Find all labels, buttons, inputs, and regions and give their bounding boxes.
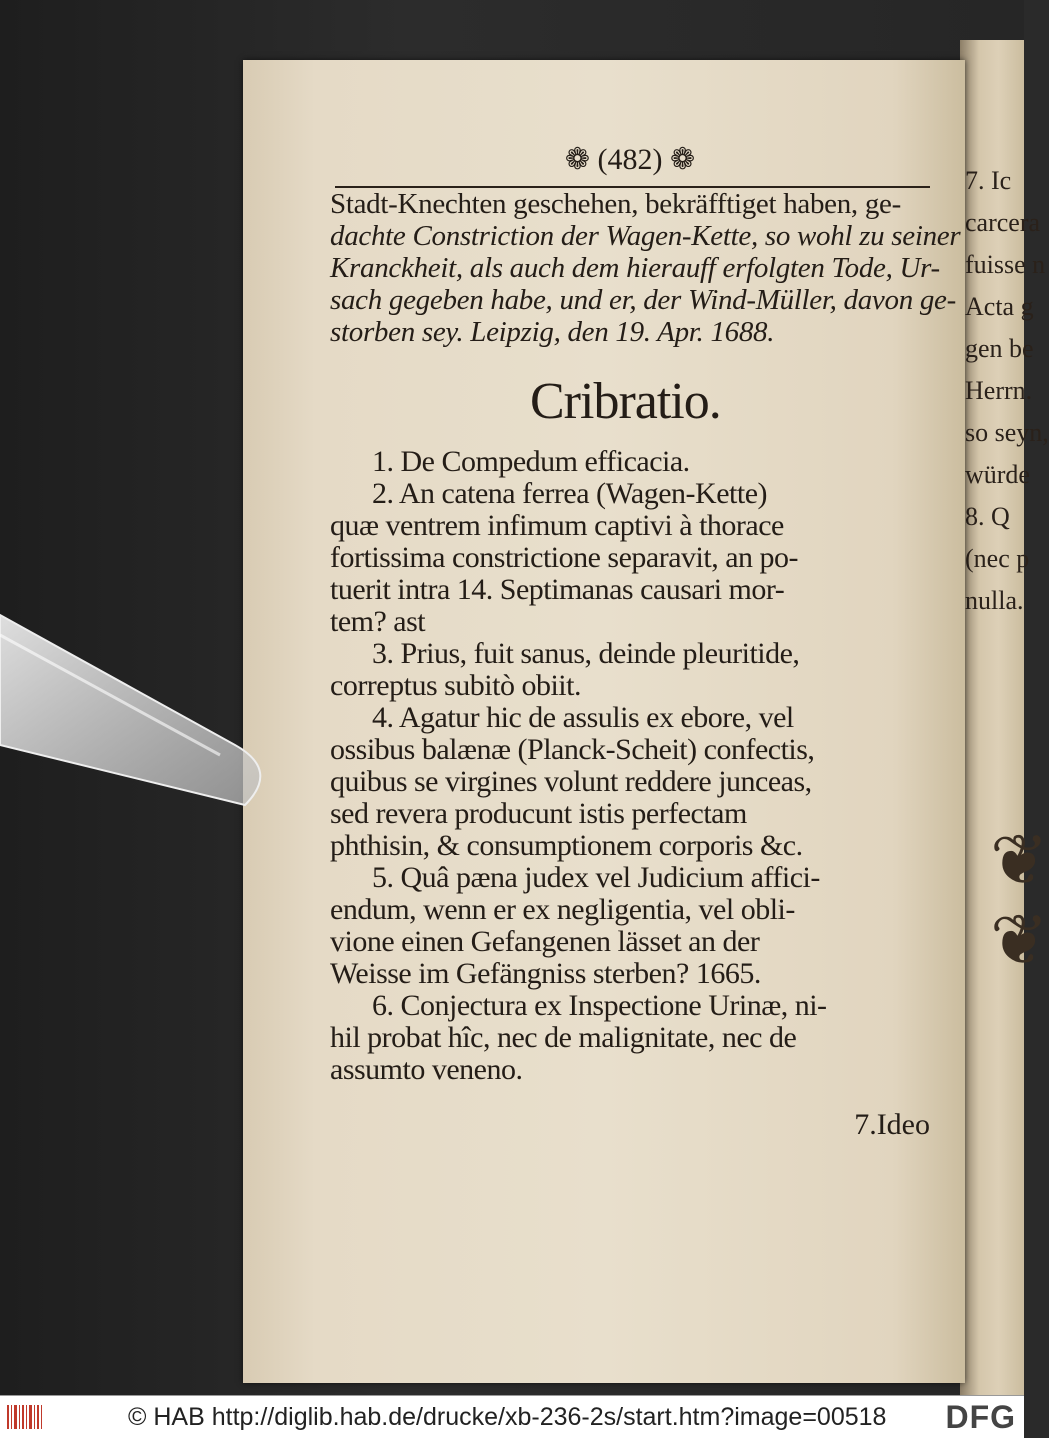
body-text bbox=[330, 188, 961, 348]
page-content bbox=[330, 140, 961, 1142]
item-line: fortissima constrictione separavit, an po- bbox=[330, 541, 799, 574]
catchword: 7.Ideo bbox=[854, 1108, 930, 1141]
next-page-fragment: 8. Q bbox=[965, 502, 1010, 531]
item-line: ossibus balænæ (Planck-Scheit) confectis, bbox=[330, 733, 815, 766]
page-header: ❁ (482) ❁ bbox=[564, 143, 696, 176]
body-line: storben sey. Leipzig, den 19. Apr. 1688. bbox=[330, 316, 775, 348]
item-line: 6. Conjectura ex Inspectione Urinæ, ni- bbox=[372, 989, 827, 1022]
next-page-text bbox=[965, 160, 1049, 615]
item-line: tem? ast bbox=[330, 605, 426, 638]
next-page-fragment: gen be bbox=[965, 334, 1034, 363]
item-line: correptus subitò obiit. bbox=[330, 669, 581, 702]
item-line: 5. Quâ pæna judex vel Judicium affici- bbox=[372, 861, 820, 894]
item-line: 2. An catena ferrea (Wagen-Kette) bbox=[372, 477, 768, 510]
item-line: hil probat hîc, nec de malignitate, nec de bbox=[330, 1021, 797, 1054]
item-line: quibus se virgines volunt reddere junceas, bbox=[330, 765, 812, 798]
item-line: 3. Prius, fuit sanus, deinde pleuritide, bbox=[372, 637, 800, 670]
body-line: Kranckheit, als auch dem hierauff erfolgten Tode, Ur- bbox=[330, 252, 940, 284]
item-list bbox=[330, 446, 930, 1086]
ornament-icon: ❦ ❦ bbox=[990, 819, 1049, 981]
item-line: quæ ventrem infimum captivi à thorace bbox=[330, 509, 784, 542]
item-line: Weisse im Gefängniss sterben? 1665. bbox=[330, 957, 761, 990]
item-line: endum, wenn er ex negligentia, vel obli- bbox=[330, 893, 795, 926]
item-line: sed revera producunt istis perfectam bbox=[330, 797, 747, 830]
next-page-fragment: würde bbox=[965, 460, 1030, 489]
next-page-fragment: Acta g bbox=[965, 292, 1034, 321]
copyright-link[interactable]: © HAB http://diglib.hab.de/drucke/xb-236-2s/start.htm?image=00518 bbox=[128, 1403, 887, 1431]
next-page-fragment: 7. Ic bbox=[965, 166, 1012, 195]
body-line: Stadt-Knechten geschehen, bekräfftiget haben, ge- bbox=[330, 188, 901, 220]
body-line: sach gegeben habe, und er, der Wind-Müller, davon ge- bbox=[330, 284, 956, 316]
next-page-fragment: so seyn, bbox=[965, 418, 1049, 447]
next-page-fragment: fuisse n bbox=[965, 250, 1046, 279]
item-line: 1. De Compedum efficacia. bbox=[372, 445, 690, 478]
section-heading: Cribratio. bbox=[530, 373, 721, 430]
next-page-fragment: (nec p bbox=[965, 544, 1030, 573]
next-page-fragment: Herrn. bbox=[965, 376, 1033, 405]
item-line: tuerit intra 14. Septimanas causari mor- bbox=[330, 573, 785, 606]
dfg-logo: DFG bbox=[945, 1399, 1016, 1435]
next-page-fragment: carcera bbox=[965, 208, 1041, 237]
barcode-icon bbox=[6, 1403, 46, 1431]
footer-bar bbox=[0, 1395, 1024, 1438]
item-line: vione einen Gefangenen lässet an der bbox=[330, 925, 760, 958]
item-line: assumto veneno. bbox=[330, 1053, 523, 1086]
next-page-fragment: nulla. bbox=[965, 586, 1024, 615]
glass-plate-icon bbox=[0, 575, 280, 815]
item-line: phthisin, & consumptionem corporis &c. bbox=[330, 829, 803, 862]
body-line: dachte Constriction der Wagen-Kette, so wohl zu seiner bbox=[330, 220, 961, 252]
item-line: 4. Agatur hic de assulis ex ebore, vel bbox=[372, 701, 794, 734]
